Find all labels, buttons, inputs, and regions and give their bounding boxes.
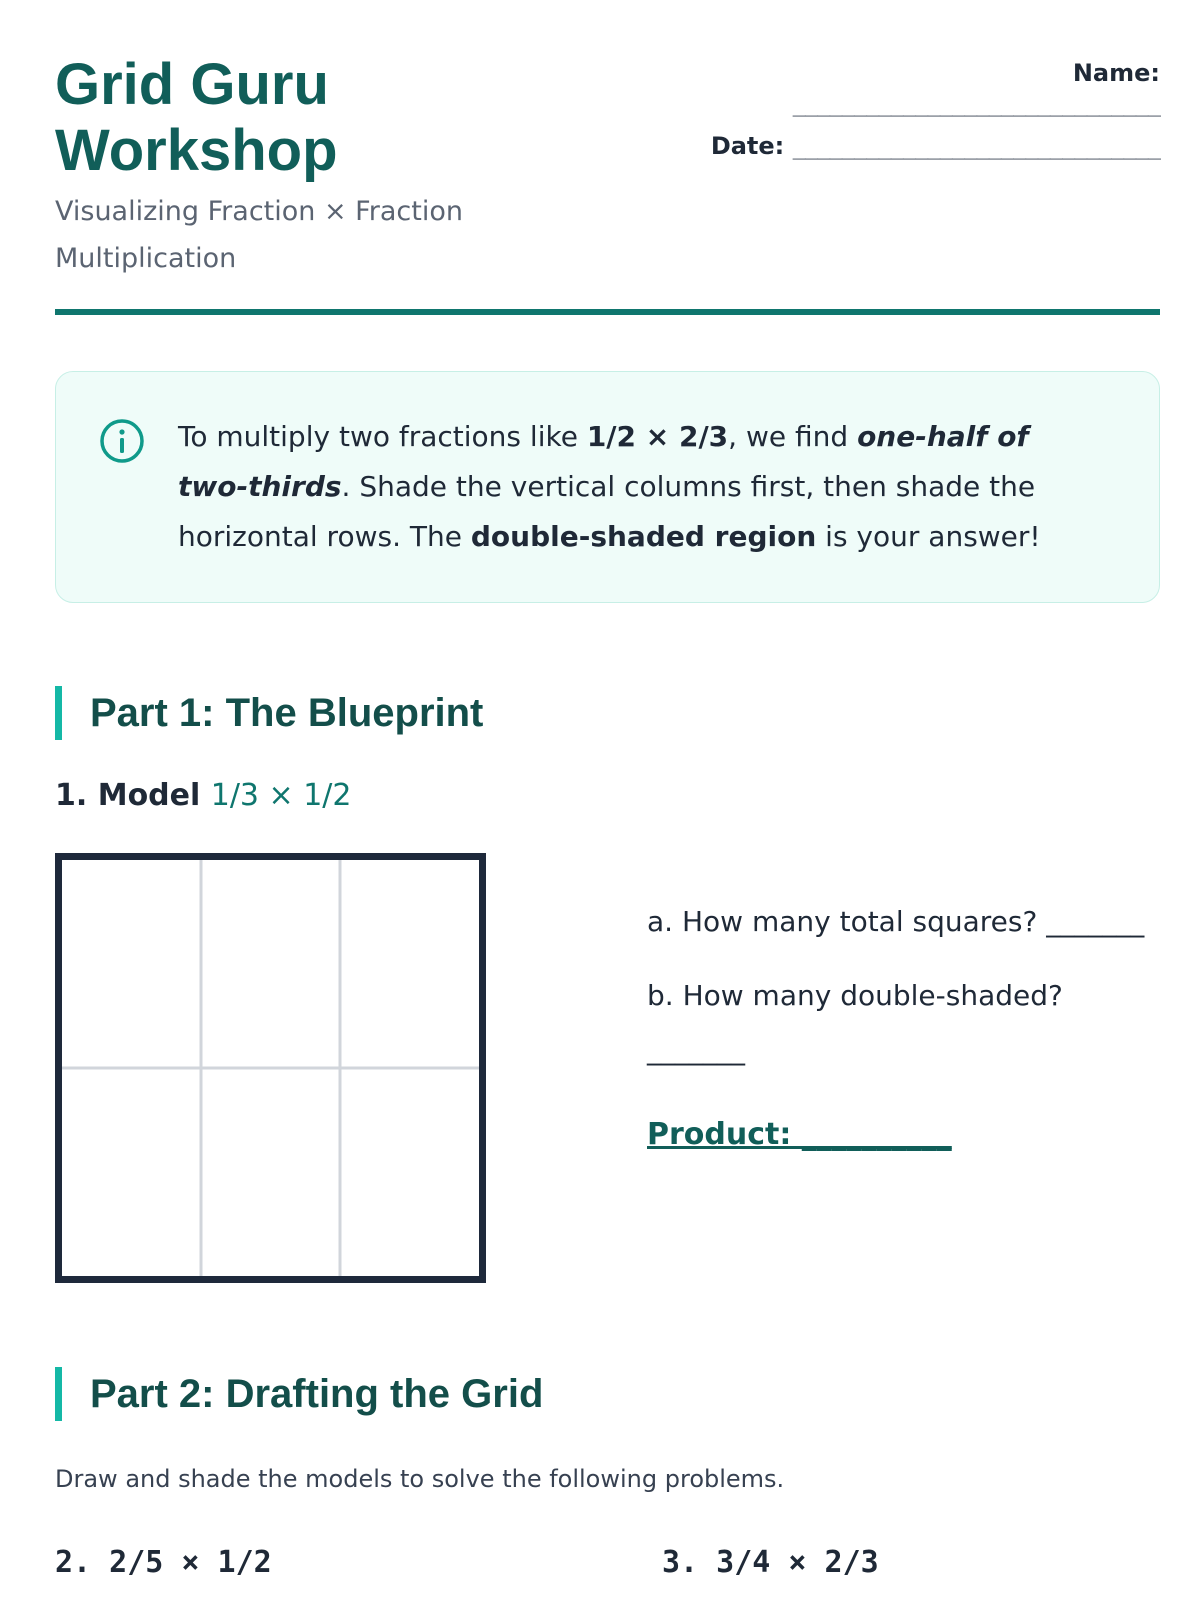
info-text bbox=[178, 412, 1058, 562]
title-line-1: Grid Guru bbox=[55, 52, 329, 117]
info-callout bbox=[55, 371, 1160, 603]
part-2-instructions: Draw and shade the models to solve the following problems. bbox=[55, 1465, 785, 1493]
info-circle-icon bbox=[98, 417, 146, 465]
question-b: b. How many double-shaded? _______ bbox=[647, 979, 1063, 1066]
date-field[interactable]: ______________________________ bbox=[792, 135, 1160, 160]
fraction-grid-svg bbox=[62, 860, 479, 1276]
info-emphasis: one-half of two-thirds bbox=[178, 420, 1029, 503]
info-text-part: . Shade the vertical columns first, then shade the horizontal rows. The bbox=[178, 470, 1036, 553]
section-heading-part-2: Part 2: Drafting the Grid bbox=[55, 1367, 543, 1421]
date-label: Date: bbox=[710, 132, 785, 160]
problem-1-expression: 1/3 × 1/2 bbox=[210, 778, 352, 813]
info-example-expression: 1/2 × 2/3 bbox=[586, 420, 729, 453]
student-info bbox=[650, 58, 1160, 166]
info-text-part: , we find bbox=[728, 420, 858, 453]
product-answer[interactable]: Product: __________ bbox=[647, 1117, 952, 1152]
worksheet-header bbox=[55, 52, 1160, 317]
problem-3: 3. 3/4 × 2/3 bbox=[662, 1545, 879, 1580]
problem-1-questions bbox=[647, 895, 1167, 1152]
problem-1-title bbox=[55, 778, 352, 813]
title-line-2: Workshop bbox=[55, 118, 338, 183]
info-text-part: is your answer! bbox=[816, 520, 1041, 553]
header-divider bbox=[55, 309, 1160, 315]
name-field[interactable]: ______________________________ bbox=[792, 92, 1160, 117]
page-title bbox=[55, 52, 515, 184]
problem-2: 2. 2/5 × 1/2 bbox=[55, 1545, 272, 1580]
worksheet-page bbox=[55, 0, 1160, 1600]
info-text-part: To multiply two fractions like bbox=[178, 420, 587, 453]
page-subtitle: Visualizing Fraction × Fraction Multiplication bbox=[55, 196, 463, 274]
problem-1-label: 1. Model bbox=[55, 778, 211, 813]
question-a: a. How many total squares? _______ bbox=[647, 905, 1145, 938]
section-heading-part-1: Part 1: The Blueprint bbox=[55, 686, 483, 740]
info-emphasis-region: double-shaded region bbox=[470, 520, 817, 553]
date-row bbox=[650, 128, 1160, 166]
name-label: Name: bbox=[1072, 59, 1160, 87]
fraction-grid bbox=[55, 853, 486, 1283]
